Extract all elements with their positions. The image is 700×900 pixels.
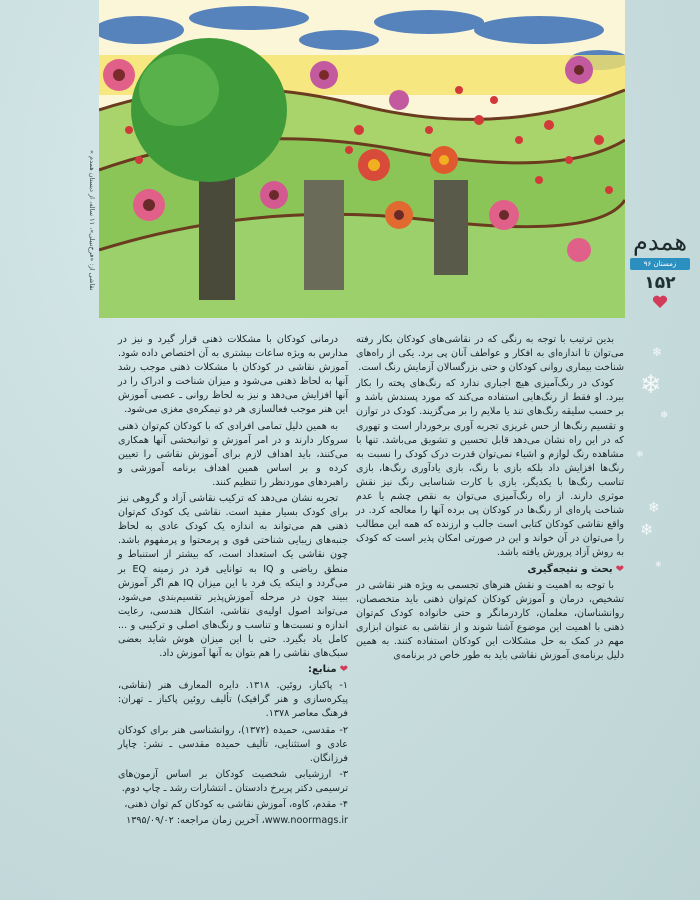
reference-item: ۴- مقدم، کاوه، آموزش نقاشی به کودکان کم توان ذهنی، bbox=[124, 799, 348, 810]
reference-access-date: ، آخرین زمان مراجعه: ۱۳۹۵/۰۹/۰۲ bbox=[126, 815, 265, 827]
logo-name: همدم bbox=[633, 228, 687, 256]
reference-url[interactable]: www.noormags.ir bbox=[264, 815, 348, 827]
left-paragraph-3: تجربه نشان می‌دهد که ترکیب نقاشی آزاد و گروهی نیز برای کودک بسیار مفید است. نقاشی یک کودک کم‌توان ذهنی هم می‌تواند به اندازه یک کودک عادی به لحاظ جنبه‌های زیبایی شناختی قوی و پرمحتوا و پرمفهوم باشد. چون نقاشی یک استعداد است، که بیشتر از استنباط و منطق ریاضی و IQ به توانایی فرد در زمینه EQ بر می‌گردد و اینکه یک فرد با این میزان IQ هم اگر آموزش ببیند چون در مرحله آموزش‌پذیر تقسیم‌بندی می‌شود، می‌تواند اصول اولیه‌ی نقاشی، اشکال هندسی، رعایت اندازه و نسبت‌ها و تناسب و رنگ‌های اصلی و ترکیبی و ... کامل یاد بگیرد. حتی با این میزان هوش شاید بعضی سبک‌های نقاشی را هم بتوان به آنها آموزش داد. bbox=[118, 493, 349, 660]
reference-item: ۱- پاکباز، روئین. ۱۳۱۸. دایره المعارف هنر (نقاشی، پیکره‌سازی و هنر گرافیک) تألیف روئین پاکباز ـ تهران: فرهنگ معاصر ۱۳۷۸. bbox=[118, 680, 348, 720]
left-paragraph-1: درمانی کودکان با مشکلات ذهنی قرار گیرد و نیز در مدارس به ویژه ساعات بیشتری به آن اختصاص داده شود. آموزش نقاشی در کودکان با مشکلات ذهنی موجب رشد آنها به لحاظ ذهنی می‌شود و میزان شناخت و ادراک را در آنها افزایش می‌دهد و نیز به لحاظ روانی ـ عصبی آموزش این هنر موجب فعالسازی هر دو نیمکره‌ی مغزی می‌شود. bbox=[118, 334, 348, 416]
conclusion-heading-text: بحث و نتیجه‌گیری bbox=[527, 563, 613, 575]
conclusion-paragraph: با توجه به اهمیت و نقش هنرهای تجسمی به ویژه هنر نقاشی در تشخیص، درمان و آموزش کودکان کم‌توان ذهنی باید متخصصان، روانشناسان، معلمان، کاردرمانگر و حتی خانواده کودک کم‌توان ذهنی با اهمیت این موضوع آشنا شوند و از نقاشی به عنوان ابزاری مهم در کمک به حل مشکلات این کودکان استفاده کنند. به همین دلیل برنامه‌ی آموزش نقاشی باید به طور خاص در برنامه‌ی bbox=[356, 579, 624, 662]
heart-icon bbox=[652, 295, 668, 309]
drawing-credit-text: « نقاشی از: «فرخ‌نبیلی»، ۱۱ ساله، از دبستان همدم bbox=[88, 150, 96, 291]
issue-season: زمستان ۹۶ bbox=[630, 258, 690, 270]
reference-item: ۲- مقدسی، حمیده (۱۳۷۲)، روانشناسی هنر برای کودکان عادی و استثنایی، تألیف حمیده مقدسی ـ نشر: چاپار فرزانگان. bbox=[118, 724, 348, 764]
left-paragraph-2: به همین دلیل تمامی افرادی که با کودکان کم‌توان ذهنی سروکار دارند و در امر آموزش و توانبخشی آنها همکاری می‌کنند، باید اهداف لازم برای آموزش نقاشی را تعیین کرده و بر اساس همین اهداف برنامه آموزشی و راهبردهای موردنظر را تنظیم کنند. bbox=[118, 420, 348, 488]
snowflake-icon: ❄ bbox=[648, 500, 660, 516]
right-column bbox=[356, 333, 624, 853]
snowflake-icon: ❄ bbox=[640, 370, 662, 400]
references-list bbox=[118, 679, 348, 828]
reference-item: ۳- ارزشیابی شخصیت کودکان بر اساس آزمون‌های ترسیمی دکتر پریرخ دادستان ـ انتشارات رشد ـ چاپ دوم. bbox=[118, 768, 348, 794]
snowflake-icon: ❄ bbox=[636, 450, 644, 460]
child-drawing bbox=[99, 0, 625, 318]
snowflake-icon: ❄ bbox=[660, 410, 669, 421]
left-column bbox=[118, 333, 349, 827]
magazine-logo bbox=[630, 230, 690, 320]
drawing-illustration bbox=[99, 0, 625, 318]
conclusion-heading bbox=[356, 563, 624, 577]
snowflake-icon: ❄ bbox=[652, 345, 663, 359]
snowflake-icon: ❄ bbox=[655, 560, 662, 569]
right-paragraph-1: بدین ترتیب با توجه به رنگی که در نقاشی‌های کودکان بکار رفته می‌توان تا اندازه‌ای به افکار و عواطف آنان پی برد. یکی از راه‌های شناخت بیماری روانی کودکان و حتی بزرگسالان آزمایش رنگ است. bbox=[356, 334, 624, 374]
references-heading-text: منابع: bbox=[307, 664, 337, 676]
right-paragraph-2: کودک در رنگ‌آمیزی هیچ اجباری ندارد که رنگ‌های پخته را بکار ببرد. او فقط از رنگ‌هایی استفاده می‌کند که مورد پسندش باشد و بر حسب سلیقه رنگ‌های تند یا ملایم را بر می‌گزیند. کودک در توازن و تقسیم رنگ‌ها از حس غریزی تجربه آوری برخوردار است و تهوری که در این راه نشان می‌دهد قابل تحسین و تشویق می‌باشد. تنها با مشاهده رنگ لوازم و اشیاء نمی‌توان قدرت درک کودک را نسبت به رنگ‌ها افزایش داد بلکه بازی با رنگ، بازی یادآوری رنگ‌ها، بازی تناسب رنگ‌ها با یکدیگر، بازی با کارت شناسایی رنگ نیز نقش موثری دارند. از راه رنگ‌آمیزی می‌توان به نقص چشم یا عدم شناخت پاره‌ای از رنگ‌ها در کودکان پی برده آنها را معالجه کرد. در واقع نقاشی کودکان کتابی است جالب و ارزنده که همه این مطالب را می‌توان در آن خواند و این در صورتی امکان پذیر است که کودک به روش آزاد پرورش یافته باشد. bbox=[356, 378, 624, 559]
drawing-credit bbox=[84, 150, 98, 291]
heart-icon: ❤ bbox=[339, 664, 348, 676]
snowflake-icon: ❄ bbox=[640, 520, 654, 539]
references-heading bbox=[118, 663, 348, 677]
issue-number: ۱۵۲ bbox=[644, 273, 676, 293]
heart-icon: ❤ bbox=[615, 563, 624, 575]
reference-access bbox=[118, 814, 348, 828]
